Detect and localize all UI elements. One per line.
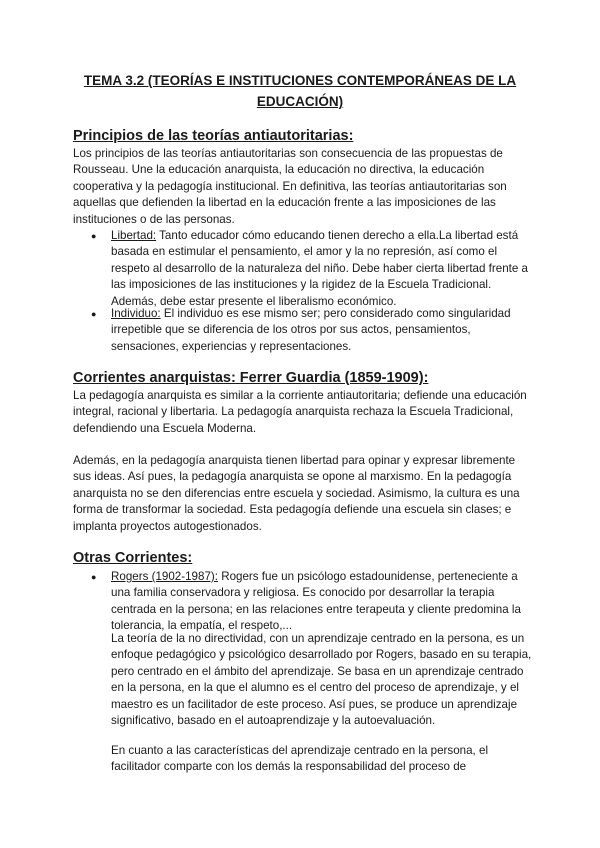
item-label: Libertad:	[111, 229, 157, 242]
section-heading-anarquistas: Corrientes anarquistas: Ferrer Guardia (1859-1909):	[73, 370, 429, 386]
item-label: Individuo:	[111, 307, 161, 320]
item-label: Rogers (1902-1987):	[111, 570, 218, 583]
paragraph-anarquistas-1: La pedagogía anarquista es similar a la corriente antiautoritaria; defiende una educación integral, racional y libertaria. La pedagogía anarquista rechaza la Escuela Tradicional, defendiendo una Escuela Moderna.	[73, 389, 527, 435]
list-item-libertad	[91, 228, 535, 310]
section-heading-antiautoritarias: Principios de las teorías antiautoritarias:	[73, 128, 354, 144]
bullet-icon: ●	[91, 309, 97, 319]
paragraph-anarquistas-2: Además, en la pedagogía anarquista tienen libertad para opinar y expresar libremente sus ideas. Así pues, la pedagogía anarquista se opone al marxismo. En la pedagogía anarquista no se den diferencias entre escuela y sociedad. Asimismo, la cultura es una forma de transformar la sociedad. Esta pedagogía defiende una escuela sin clases; e implanta proyectos autogestionados.	[73, 454, 520, 533]
list-item-individuo	[91, 306, 535, 355]
list-item-rogers	[91, 569, 535, 635]
document-title: TEMA 3.2 (TEORÍAS E INSTITUCIONES CONTEMPORÁNEAS DE LA EDUCACIÓN)	[83, 73, 517, 109]
item-text: Rogers fue un psicólogo estadounidense, perteneciente a una familia conservadora y religiosa. Es conocido por desarrollar la terapia centrada en la persona; en las relaciones entre terapeuta y cliente predomina la tolerancia, la empatía, el respeto,...	[111, 570, 521, 633]
paragraph-rogers-2: En cuanto a las características del aprendizaje centrado en la persona, el facilitador comparte con los demás la responsabilidad del proceso de	[111, 744, 489, 774]
paragraph-antiautoritarias: Los principios de las teorías antiautoritarias son consecuencia de las propuestas de Rousseau. Une la educación anarquista, la educación no directiva, la educación cooperativa y la pedagogía institucional. En definitiva, las teorías antiautoritarias son aquellas que defienden la libertad en la educación frente a las imposiciones de las instituciones o de las personas.	[73, 147, 507, 226]
item-text: Tanto educador cómo educando tienen derecho a ella.La libertad está basada en estimular el pensamiento, el amor y la no represión, así como el respeto al desarrollo de la naturaleza del niño. Debe haber cierta libertad frente a las imposiciones de las instituciones y la rigidez de la Escuela Tradicional. Además, debe estar presente el liberalismo económico.	[111, 229, 528, 308]
bullet-icon: ●	[91, 572, 97, 582]
section-heading-otras-corrientes: Otras Corrientes:	[73, 550, 193, 566]
paragraph-rogers-1: La teoría de la no directividad, con un aprendizaje centrado en la persona, es un enfoque pedagógico y psicológico desarrollado por Rogers, basado en su terapia, pero centrado en el ámbito del aprendizaje. Se basa en un aprendizaje centrado en la persona, en la que el alumno es el centro del proceso de aprendizaje, y el maestro es un facilitador de este proceso. Así pues, se produce un aprendizaje significativo, basado en el autoaprendizaje y la autoevaluación.	[111, 632, 532, 728]
bullet-icon: ●	[91, 231, 97, 241]
item-text: El individuo es ese mismo ser; pero considerado como singularidad irrepetible que se diferencia de los otros por sus actos, pensamientos, sensaciones, experiencias y representaciones.	[111, 307, 511, 353]
